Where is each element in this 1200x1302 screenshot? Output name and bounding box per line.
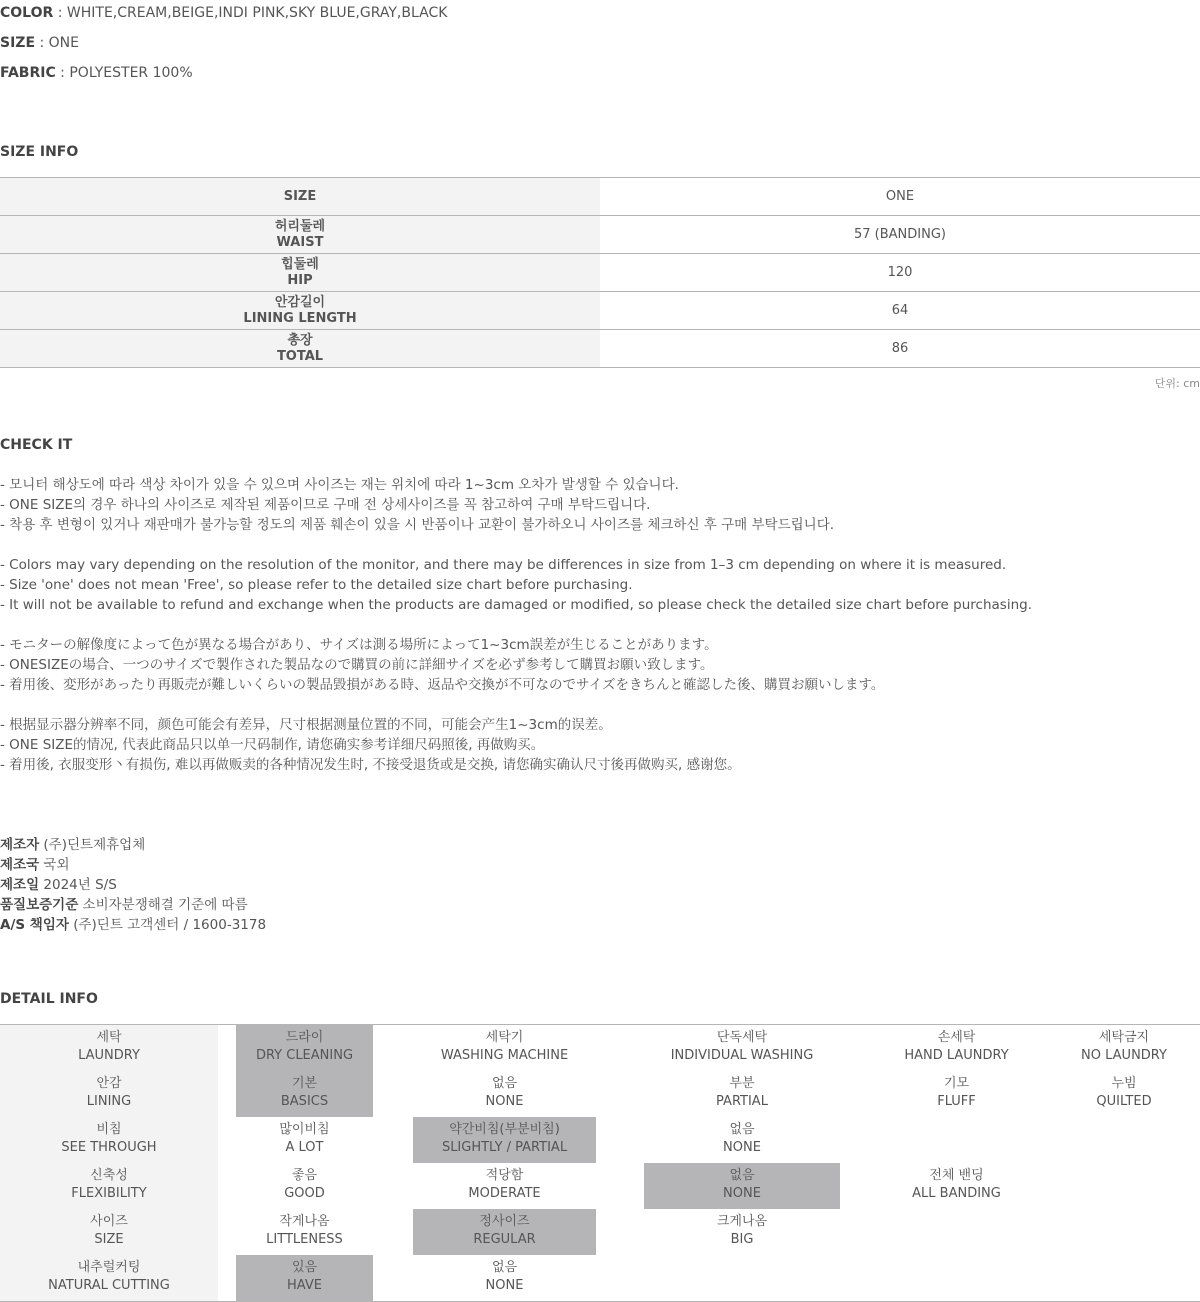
option-en: DRY CLEANING: [255, 1048, 354, 1063]
option-ko: 크게나옴: [716, 1214, 768, 1229]
option-ko: 적당함: [485, 1168, 524, 1183]
color-value: : WHITE,CREAM,BEIGE,INDI PINK,SKY BLUE,GRAY,BLACK: [53, 5, 448, 21]
detail-option: [1050, 1071, 1198, 1117]
measure-label-en: LINING LENGTH: [243, 310, 357, 326]
detail-row-natural-cutting: [0, 1255, 1200, 1301]
measure-label-en: HIP: [287, 272, 313, 288]
detail-label: [0, 1209, 218, 1255]
detail-option-selected: [413, 1117, 596, 1163]
country-label: 제조국: [0, 857, 40, 873]
option-ko: 전체 밴딩: [929, 1168, 984, 1183]
quality-row: [0, 895, 266, 915]
measure-value: 57 (BANDING): [600, 216, 1200, 254]
country-row: [0, 855, 266, 875]
measure-label: [0, 292, 600, 330]
date-value: 2024년 S/S: [39, 877, 117, 893]
option-ko: 기모: [943, 1076, 970, 1091]
unit-note: 단위: cm: [1154, 377, 1200, 390]
notice-english: [0, 555, 1032, 615]
option-ko: 정사이즈: [479, 1214, 530, 1229]
measure-label-ko: 안감길이: [274, 294, 326, 310]
option-ko: 없음: [491, 1260, 518, 1275]
notice-line: - 着用後、変形があったり再販売が難しいくらいの製品毀損がある時、返品や交換が不可なのでサイズをきちんと確認した後、購買お願いします。: [0, 677, 885, 693]
detail-label-en: LINING: [86, 1094, 132, 1109]
size-header-value: ONE: [600, 178, 1200, 216]
manufacturer-label: 제조자: [0, 837, 40, 853]
notice-chinese: [0, 715, 741, 775]
fabric-value: : POLYESTER 100%: [55, 65, 193, 81]
notice-line: - モニターの解像度によって色が異なる場合があり、サイズは測る場所によって1~3cm誤差が生じることがあります。: [0, 637, 718, 653]
option-en: INDIVIDUAL WASHING: [670, 1048, 814, 1063]
table-row: [0, 292, 1200, 330]
option-ko: 세탁금지: [1098, 1030, 1150, 1045]
detail-row-flexibility: [0, 1163, 1200, 1209]
detail-label-en: NATURAL CUTTING: [48, 1278, 170, 1293]
detail-label: [0, 1117, 218, 1163]
option-en: SLIGHTLY / PARTIAL: [441, 1140, 568, 1155]
notice-line: - 根据显示器分辨率不同，颜色可能会有差异，尺寸根据测量位置的不同，可能会产生1~3cm的误差。: [0, 717, 612, 733]
measure-value: 120: [600, 254, 1200, 292]
detail-option: [236, 1117, 373, 1163]
measure-label: [0, 216, 600, 254]
notice-line: - 着用後, 衣服变形丶有损伤, 难以再做贩卖的各种情况发生时, 不接受退货或是交换, 请您确实确认尺寸後再做购买, 感谢您。: [0, 757, 741, 773]
detail-label-ko: 세탁: [96, 1030, 122, 1045]
detail-label-en: SIZE: [94, 1232, 124, 1247]
option-en: HAND LAUNDRY: [904, 1048, 1009, 1063]
measure-label-ko: 힙둘레: [281, 256, 319, 272]
option-ko: 없음: [491, 1076, 518, 1091]
detail-grid: [0, 1024, 1200, 1302]
table-row: [0, 254, 1200, 292]
option-ko: 있음: [291, 1260, 318, 1275]
date-label: 제조일: [0, 877, 40, 893]
detail-option: [413, 1163, 596, 1209]
size-table: [0, 177, 1200, 368]
option-en: GOOD: [284, 1186, 325, 1201]
notice-line: - Colors may vary depending on the resolution of the monitor, and there may be differences in size from 1–3 cm depending on where it is measured.: [0, 557, 1007, 573]
detail-option: [880, 1071, 1033, 1117]
option-ko: 작게나옴: [279, 1214, 330, 1229]
detail-row-lining: [0, 1071, 1200, 1117]
measure-label-en: WAIST: [276, 234, 324, 250]
option-en: FLUFF: [937, 1094, 976, 1109]
measure-label: [0, 254, 600, 292]
measure-label: [0, 330, 600, 368]
option-en: ALL BANDING: [912, 1186, 1001, 1201]
notice-line: - 모니터 해상도에 따라 색상 차이가 있을 수 있으며 사이즈는 재는 위치에 따라 1~3cm 오차가 발생할 수 있습니다.: [0, 477, 679, 493]
measure-value: 64: [600, 292, 1200, 330]
size-spec: [0, 34, 79, 52]
option-en: LITTLENESS: [266, 1232, 343, 1247]
detail-option: [413, 1255, 596, 1301]
detail-option: [644, 1025, 840, 1071]
option-ko: 약간비침(부분비침): [449, 1122, 560, 1137]
fabric-label: FABRIC: [0, 65, 56, 81]
option-en: A LOT: [285, 1140, 324, 1155]
detail-option-selected: [236, 1025, 373, 1071]
detail-label-ko: 안감: [96, 1076, 122, 1091]
table-row: [0, 216, 1200, 254]
detail-label-ko: 비침: [96, 1122, 122, 1137]
option-en: HAVE: [287, 1278, 322, 1293]
measure-label-en: TOTAL: [276, 348, 324, 364]
notice-line: - It will not be available to refund and exchange when the products are damaged or modified, so please check the detailed size chart before purchasing.: [0, 597, 1032, 613]
measure-label-ko: 총장: [287, 332, 313, 348]
detail-label: [0, 1163, 218, 1209]
detail-option-selected: [236, 1255, 373, 1301]
detail-option: [1050, 1025, 1198, 1071]
size-value: : ONE: [35, 35, 79, 51]
detail-option-selected: [413, 1209, 596, 1255]
option-ko: 세탁기: [485, 1030, 524, 1045]
detail-label-en: SEE THROUGH: [61, 1140, 157, 1155]
size-label: SIZE: [0, 35, 36, 51]
detail-option: [644, 1117, 840, 1163]
detail-option-selected: [236, 1071, 373, 1117]
quality-value: 소비자분쟁해결 기준에 따름: [78, 897, 248, 913]
option-en: BIG: [730, 1232, 754, 1247]
option-ko: 누빔: [1111, 1076, 1137, 1091]
notice-korean: [0, 475, 834, 535]
detail-label: [0, 1071, 218, 1117]
detail-option-selected: [644, 1163, 840, 1209]
notice-line: - ONE SIZE의 경우 하나의 사이즈로 제작된 제품이므로 구매 전 상세사이즈를 꼭 참고하여 구매 부탁드립니다.: [0, 497, 651, 513]
option-ko: 기본: [291, 1076, 318, 1091]
notice-line: - ONESIZEの場合、一つのサイズで製作された製品なので購買の前に詳細サイズを必ず参考して購買お願い致します。: [0, 657, 714, 673]
color-label: COLOR: [0, 5, 54, 21]
notice-line: - 착용 후 변형이 있거나 재판매가 불가능할 정도의 제품 훼손이 있을 시 반품이나 교환이 불가하오니 사이즈를 체크하신 후 구매 부탁드립니다.: [0, 517, 835, 533]
detail-label: [0, 1025, 218, 1071]
option-ko: 많이비침: [279, 1122, 330, 1137]
notice-line: - ONE SIZE的情况, 代表此商品只以单一尺码制作, 请您确实参考详细尺码照後, 再做购买。: [0, 737, 545, 753]
detail-option: [644, 1071, 840, 1117]
detail-label-en: FLEXIBILITY: [71, 1186, 147, 1201]
option-ko: 부분: [729, 1076, 755, 1091]
detail-info-heading: DETAIL INFO: [0, 991, 98, 1007]
size-info-heading: SIZE INFO: [0, 144, 79, 160]
option-en: NONE: [723, 1140, 761, 1155]
detail-row-size: [0, 1209, 1200, 1255]
option-ko: 없음: [729, 1122, 755, 1137]
detail-row-laundry: [0, 1025, 1200, 1071]
as-label: A/S 책임자: [0, 917, 69, 933]
option-en: BASICS: [280, 1094, 329, 1109]
option-ko: 손세탁: [937, 1030, 976, 1045]
manufacturer-row: [0, 835, 266, 855]
option-ko: 드라이: [285, 1030, 324, 1045]
option-en: QUILTED: [1096, 1094, 1152, 1109]
option-en: MODERATE: [468, 1186, 541, 1201]
country-value: 국외: [39, 857, 70, 873]
detail-label-en: LAUNDRY: [78, 1048, 140, 1063]
option-en: NONE: [485, 1278, 524, 1293]
option-en: PARTIAL: [716, 1094, 768, 1109]
detail-option: [413, 1071, 596, 1117]
detail-option: [880, 1025, 1033, 1071]
detail-option: [644, 1209, 840, 1255]
manufacturer-value: (주)딘트제휴업체: [39, 837, 146, 853]
detail-row-see-through: [0, 1117, 1200, 1163]
detail-option: [236, 1209, 373, 1255]
detail-option: [880, 1163, 1033, 1209]
detail-label-ko: 내추럴커팅: [77, 1260, 141, 1275]
option-ko: 단독세탁: [716, 1030, 768, 1045]
size-header-label: SIZE: [0, 178, 600, 216]
quality-label: 품질보증기준: [0, 897, 79, 913]
option-en: WASHING MACHINE: [440, 1048, 569, 1063]
option-en: NO LAUNDRY: [1081, 1048, 1167, 1063]
as-value: (주)딘트 고객센터 / 1600-3178: [68, 917, 267, 933]
color-spec: [0, 4, 447, 22]
option-en: NONE: [723, 1186, 761, 1201]
option-ko: 없음: [729, 1168, 755, 1183]
detail-option: [236, 1163, 373, 1209]
check-it-heading: CHECK IT: [0, 437, 73, 453]
detail-label: [0, 1255, 218, 1301]
detail-option: [413, 1025, 596, 1071]
measure-label-ko: 허리둘레: [274, 218, 326, 234]
date-row: [0, 875, 266, 895]
option-en: REGULAR: [473, 1232, 536, 1247]
maker-info: [0, 835, 266, 935]
notice-line: - Size 'one' does not mean 'Free', so please refer to the detailed size chart before purchasing.: [0, 577, 633, 593]
notice-japanese: [0, 635, 884, 695]
detail-label-ko: 사이즈: [90, 1214, 128, 1229]
as-row: [0, 915, 266, 935]
option-en: NONE: [485, 1094, 524, 1109]
table-row: [0, 330, 1200, 368]
size-table-header: [0, 178, 1200, 216]
measure-value: 86: [600, 330, 1200, 368]
detail-label-ko: 신축성: [90, 1168, 128, 1183]
option-ko: 좋음: [291, 1168, 318, 1183]
fabric-spec: [0, 64, 193, 82]
